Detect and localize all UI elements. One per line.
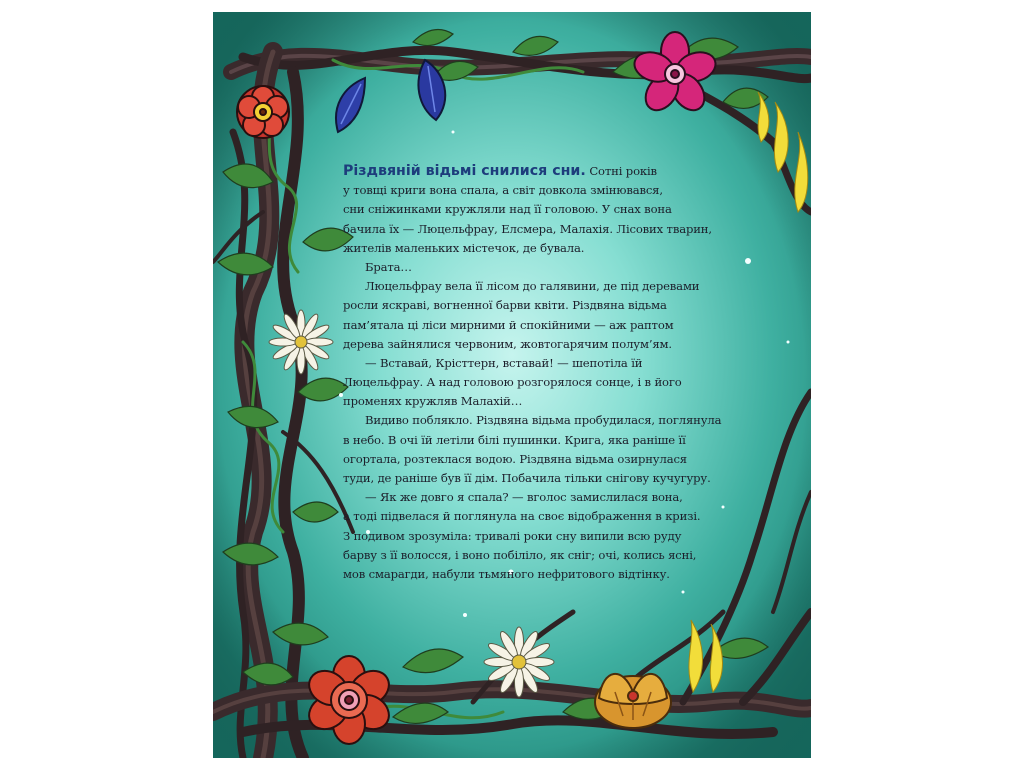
book-page — [213, 12, 811, 758]
text-line: Люцельфрау вела її лісом до галявини, де під деревами — [365, 279, 700, 294]
text-line: Люцельфрау. А над головою розгорялося сонце, і в його — [343, 375, 682, 390]
text-line: жителів маленьких містечок, де бувала. — [343, 240, 585, 255]
story-text — [343, 162, 733, 584]
story-heading: Різдвяній відьмі снилися сни. — [343, 163, 586, 179]
text-line: в небо. В очі їй летіли білі пушинки. Крига, яка раніше її — [343, 432, 686, 447]
golden-flower-icon — [595, 674, 671, 728]
red-flower-icon — [237, 86, 289, 138]
text-line: Видиво поблякло. Різдвяна відьма пробудилася, поглянула — [365, 413, 722, 428]
text-line: Різдвяній відьмі снилися сни. Сотні років — [343, 163, 657, 179]
text-line: а тоді підвелася й поглянула на своє відображення в кризі. — [343, 509, 701, 524]
text-line: бачила їх — Люцельфрау, Елсмера, Малахія. Лісових тварин, — [343, 221, 712, 236]
text-line: З подивом зрозуміла: тривалі роки сну випили всю руду — [343, 528, 682, 543]
text-line: барву з її волосся, і воно побіліло, як сніг; очі, колись ясні, — [343, 547, 697, 562]
text-line: росли яскраві, вогненної барви квіти. Різдвяна відьма — [343, 298, 667, 313]
text-line: Брата… — [365, 259, 412, 274]
text-line: — Вставай, Крісттерн, вставай! — шепотіла їй — [365, 355, 643, 370]
text-line: огортала, розтеклася водою. Різдвяна відьма озирнулася — [343, 451, 687, 466]
text-line: дерева зайнялися червоним, жовтогарячим полум’ям. — [343, 336, 672, 351]
text-line: мов смарагди, набули тьмяного нефритового відтінку. — [343, 566, 670, 581]
text-line: променях кружляв Малахій… — [343, 394, 523, 409]
text-line: — Як же довго я спала? — вголос замислилася вона, — [365, 490, 683, 505]
text-line: пам’ятала ці ліси мирними й спокійними — аж раптом — [343, 317, 674, 332]
text-line: у товщі криги вона спала, а світ довкола змінювався, — [343, 183, 663, 198]
text-line: туди, де раніше був її дім. Побачила тільки снігову кучугуру. — [343, 471, 711, 485]
text-line: сни сніжинками кружляли над її головою. У снах вона — [343, 202, 672, 217]
